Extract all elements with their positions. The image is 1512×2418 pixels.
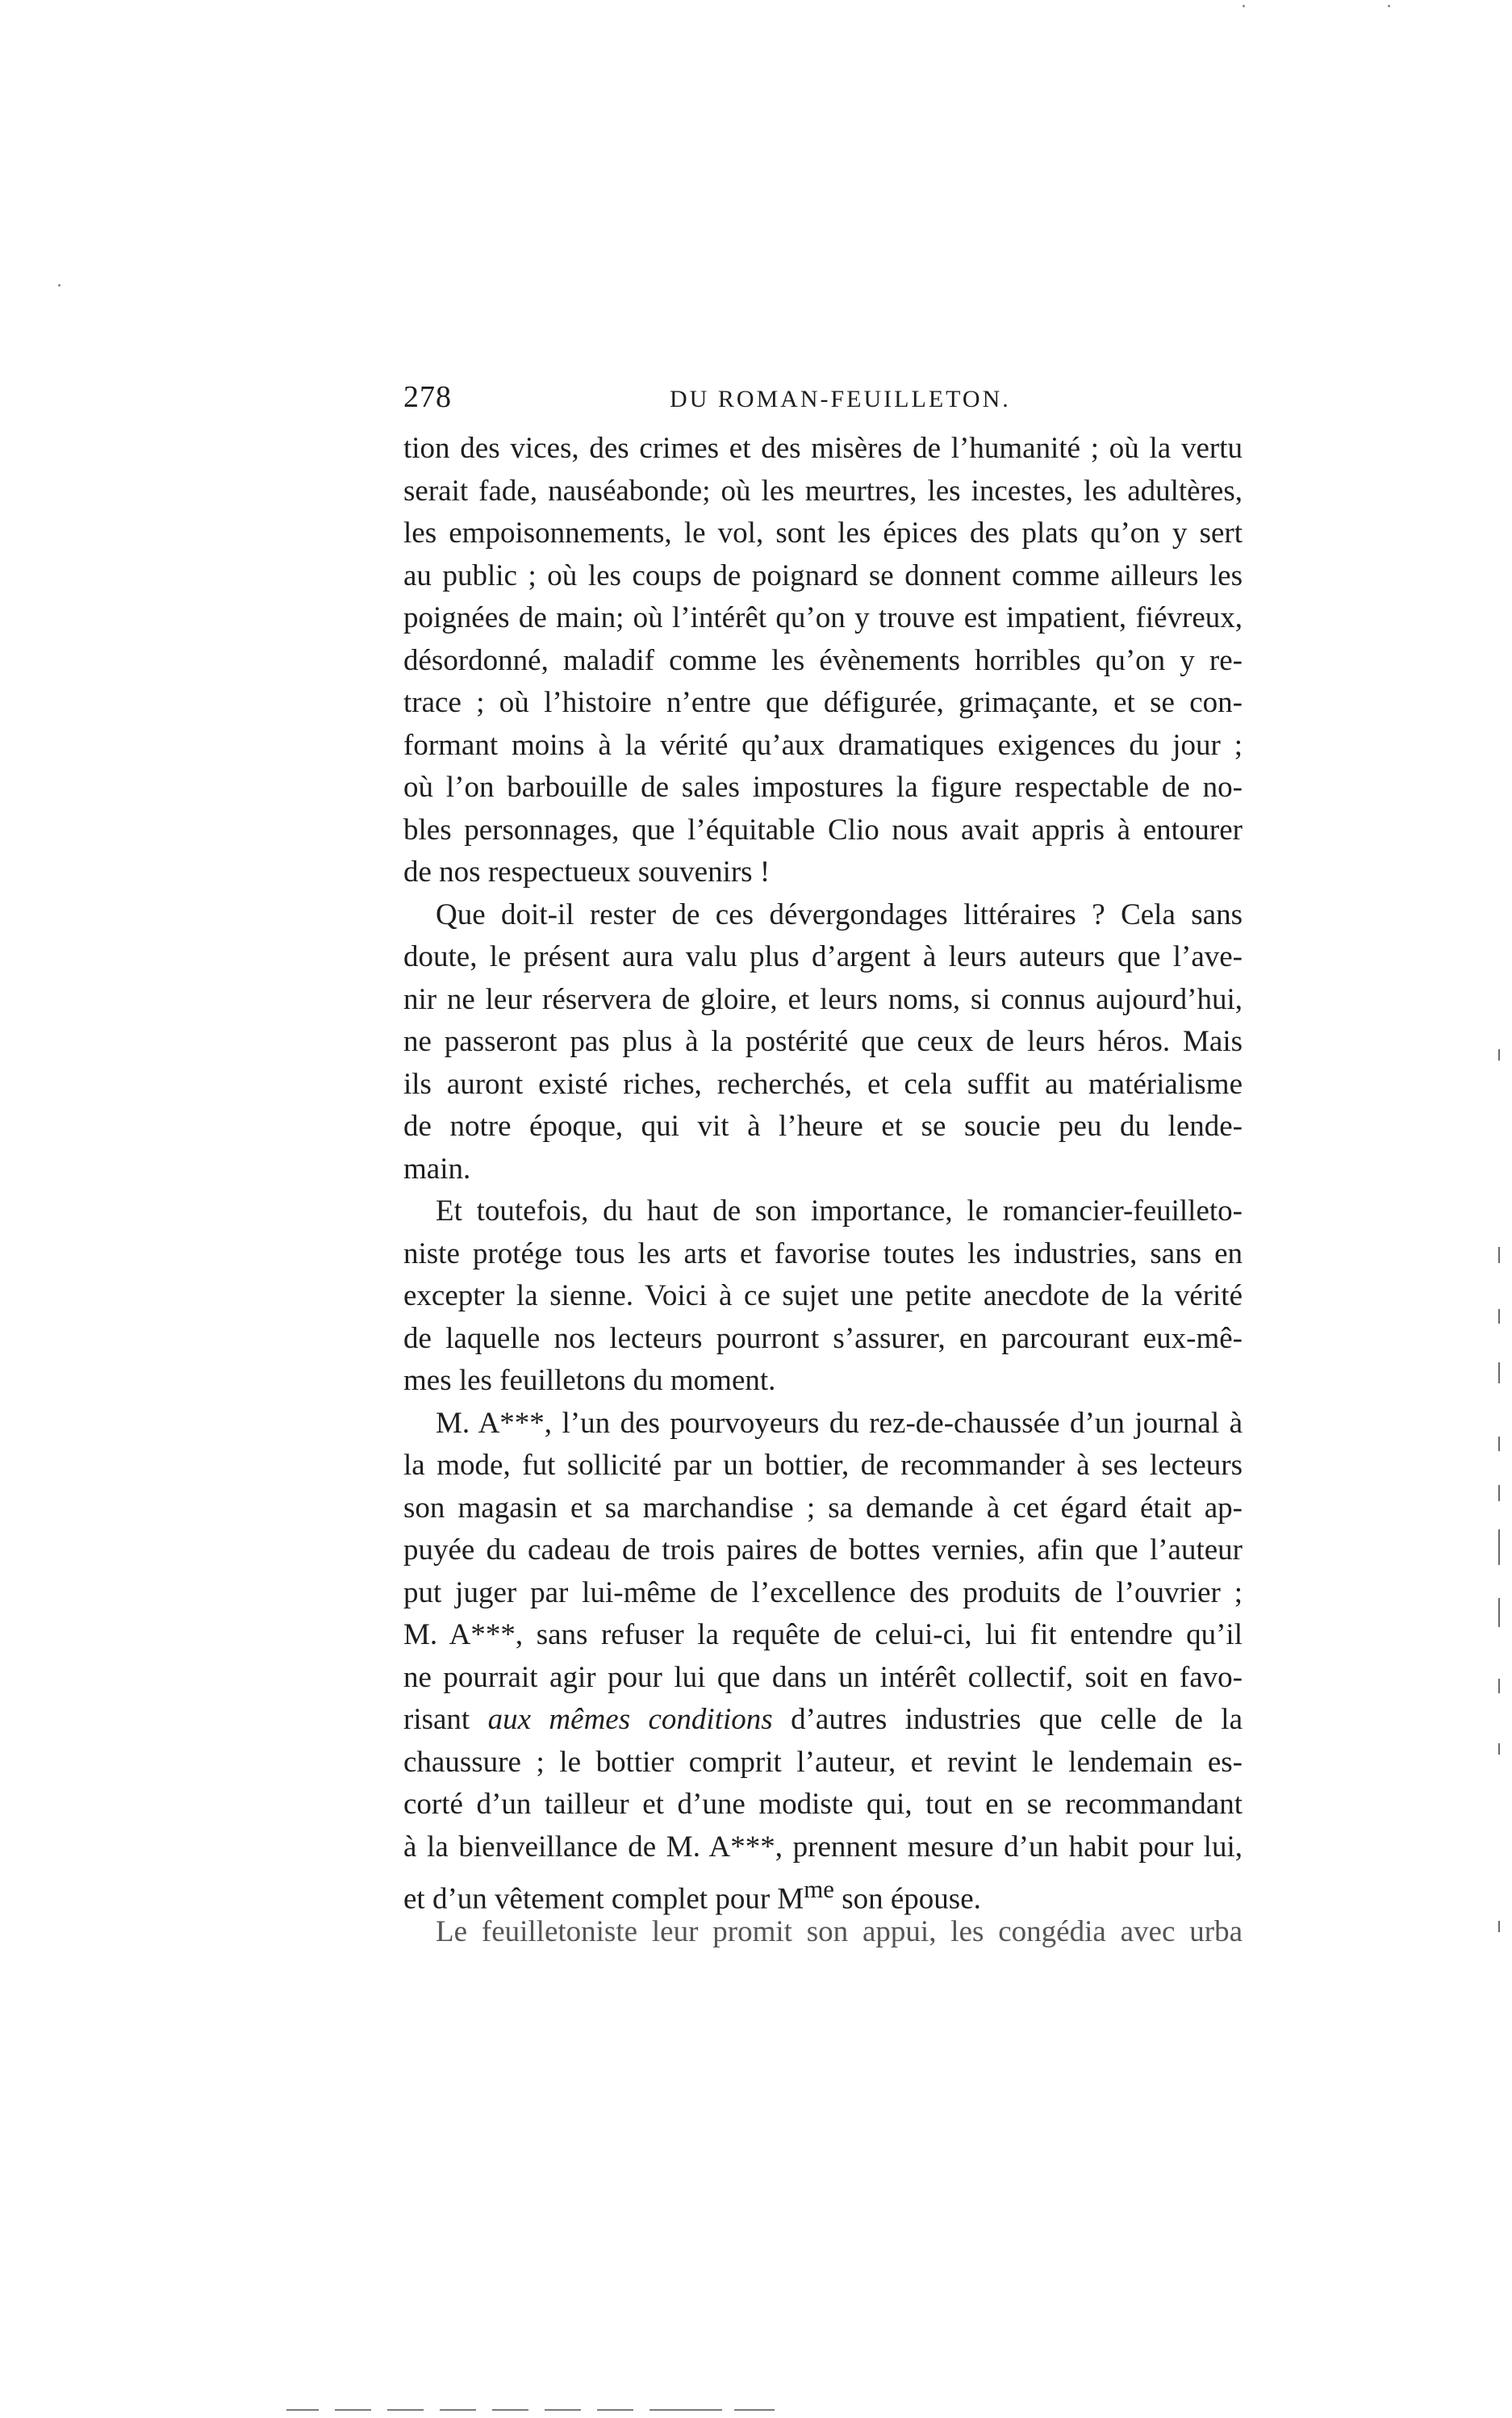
- text-line: où l’on barbouille de sales impostures la figure respectable de no-: [403, 771, 1243, 804]
- text-line: doute, le présent aura valu plus d’argent à leurs auteurs que l’ave-: [403, 940, 1243, 973]
- scan-mark: [1498, 1921, 1500, 1932]
- text-line: de laquelle nos lecteurs pourront s’assurer, en parcourant eux-mê-: [403, 1321, 1243, 1355]
- scan-dash: [649, 2409, 722, 2411]
- running-title: DU ROMAN-FEUILLETON.: [670, 386, 1011, 412]
- scan-speck: [58, 284, 61, 287]
- text-line: put juger par lui-même de l’excellence des produits de l’ouvrier ;: [403, 1575, 1243, 1609]
- text-line: poignées de main; où l’intérêt qu’on y trouve est impatient, fiévreux,: [403, 601, 1243, 634]
- page-number: 278: [403, 380, 452, 414]
- abbreviation: M: [777, 1882, 804, 1916]
- text-line: serait fade, nauséabonde; où les meurtres, les incestes, les adultères,: [403, 474, 1243, 508]
- text-line: tion des vices, des crimes et des misères de l’humanité ; où la vertu: [403, 432, 1243, 465]
- text-line: nir ne leur réservera de gloire, et leurs noms, si connus aujourd’hui,: [403, 982, 1243, 1016]
- scan-mark: [1498, 1309, 1500, 1324]
- page-header: [403, 379, 1243, 428]
- text-line: M. A***, sans refuser la requête de celui-ci, lui fit entendre qu’il: [403, 1618, 1243, 1651]
- text-line: son magasin et sa marchandise ; sa demande à cet égard était ap-: [403, 1491, 1243, 1525]
- text-line: corté d’un tailleur et d’une modiste qui, tout en se recommandant: [403, 1788, 1243, 1821]
- scan-dash: [335, 2409, 371, 2411]
- scan-mark: [1498, 1247, 1500, 1263]
- italic-phrase: aux mêmes conditions: [487, 1703, 773, 1736]
- text-line: niste protége tous les arts et favorise toutes les industries, sans en: [403, 1236, 1243, 1270]
- scan-mark: [1498, 1743, 1500, 1755]
- text-line: ils auront existé riches, recherchés, et cela suffit au matérialisme: [403, 1067, 1243, 1101]
- text-line: [403, 1699, 1243, 1742]
- scan-mark: [1498, 1598, 1500, 1627]
- text-line: de nos respectueux souvenirs !: [403, 856, 771, 889]
- text-line: de notre époque, qui vit à l’heure et se soucie peu du lende-: [403, 1110, 1243, 1143]
- scan-dash: [597, 2409, 633, 2411]
- text-line: chaussure ; le bottier comprit l’auteur, et revint le lendemain es-: [403, 1745, 1243, 1779]
- scan-mark: [1498, 1529, 1500, 1565]
- text-line: désordonné, maladif comme les évènements horribles qu’on y re-: [403, 643, 1243, 677]
- text-line: au public ; où les coups de poignard se donnent comme ailleurs les: [403, 558, 1243, 592]
- text-line: mes les feuilletons du moment.: [403, 1364, 776, 1397]
- text-line: à la bienveillance de M. A***, prennent mesure d’un habit pour lui,: [403, 1830, 1243, 1864]
- text-line: Et toutefois, du haut de son importance, le romancier-feuilleto-: [436, 1194, 1243, 1228]
- scan-dash: [492, 2409, 528, 2411]
- scan-dash: [545, 2409, 581, 2411]
- text-run: risant: [403, 1703, 488, 1736]
- body-text: [403, 428, 1243, 1953]
- text-line: puyée du cadeau de trois paires de bottes vernies, afin que l’auteur: [403, 1533, 1243, 1567]
- text-line: Que doit-il rester de ces dévergondages littéraires ? Cela sans: [436, 897, 1243, 931]
- scan-dash: [286, 2409, 319, 2411]
- text-line: bles personnages, que l’équitable Clio nous avait appris à entourer: [403, 813, 1243, 847]
- scan-mark: [1498, 1485, 1500, 1501]
- superscript: me: [804, 1876, 834, 1903]
- scan-dash: [387, 2409, 424, 2411]
- text-line: [403, 1868, 1243, 1916]
- text-line: excepter la sienne. Voici à ce sujet une petite anecdote de la vérité: [403, 1279, 1243, 1312]
- text-line: ne passeront pas plus à la postérité que ceux de leurs héros. Mais: [403, 1025, 1243, 1058]
- text-line: ne pourrait agir pour lui que dans un intérêt collectif, soit en favo-: [403, 1660, 1243, 1694]
- scan-speck: [1388, 5, 1390, 7]
- scan-mark: [1498, 1362, 1500, 1383]
- text-line: formant moins à la vérité qu’aux dramatiques exigences du jour ;: [403, 728, 1243, 762]
- scan-mark: [1498, 1679, 1500, 1693]
- text-line: Le feuilletoniste leur promit son appui, les congédia avec urba: [436, 1914, 1243, 1948]
- scan-mark: [1498, 1049, 1500, 1060]
- text-line: les empoisonnements, le vol, sont les épices des plats qu’on y sert: [403, 517, 1243, 550]
- text-run: d’autres industries que celle de la: [772, 1703, 1243, 1736]
- text-run: et d’un vêtement complet pour: [403, 1882, 778, 1916]
- scan-dash: [440, 2409, 476, 2411]
- scan-speck: [1243, 5, 1245, 7]
- text-line: trace ; où l’histoire n’entre que défigurée, grimaçante, et se con-: [403, 686, 1243, 719]
- scan-dash: [734, 2409, 775, 2411]
- text-line: la mode, fut sollicité par un bottier, de recommander à ses lecteurs: [403, 1449, 1243, 1482]
- scan-mark: [1498, 1437, 1500, 1451]
- text-line: M. A***, l’un des pourvoyeurs du rez-de-chaussée d’un journal à: [436, 1406, 1243, 1440]
- text-line: main.: [403, 1152, 471, 1186]
- text-run: son épouse.: [833, 1882, 981, 1916]
